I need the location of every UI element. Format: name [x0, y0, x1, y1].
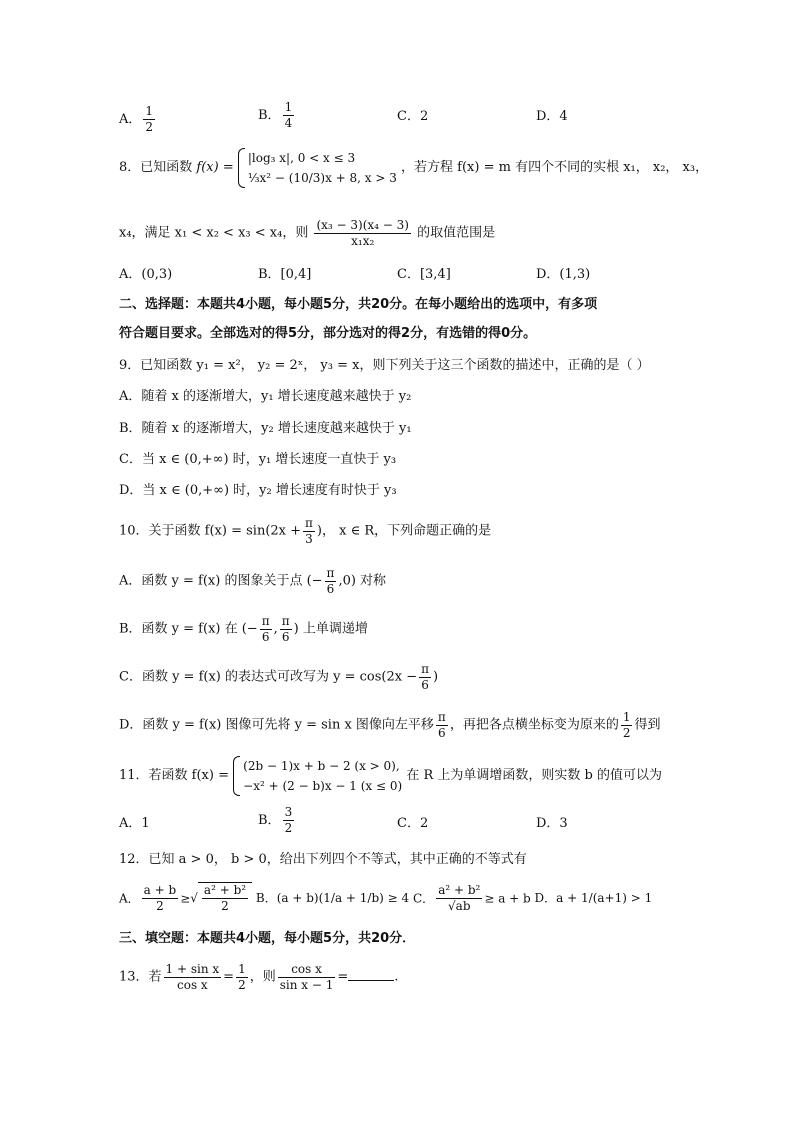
q8-stem: 8．已知函数 f(x) = |log₃ x|, 0 < x ≤ 3 ⅓x² − (10/3)x + 8, x > 3 ，若方程 f(x) = m 有四个不同的实根 x₁， x₂， x₃，	[119, 148, 708, 188]
q11-option-b: B． $\frac{3}{2}$	[258, 805, 293, 835]
q11-stem: 11．若函数 f(x) = (2b − 1)x + b − 2 (x > 0), −x² + (2 − b)x − 1 (x ≤ 0) 在 R 上为单调增函数，则实数 b 的值可以为	[119, 756, 662, 796]
q7-option-a: A． $\frac{1}{2}$	[119, 104, 154, 134]
section2-line1: 二、选择题：本题共4小题，每小题5分，共20分。在每小题给出的选项中，有多项	[119, 297, 598, 312]
q7-option-b: B． $\frac{1}{4}$	[258, 100, 293, 130]
q8-piecewise: |log₃ x|, 0 < x ≤ 3 ⅓x² − (10/3)x + 8, x > 3	[238, 148, 397, 188]
q9-option-d: D．当 x ∈ (0,+∞) 时，y₂ 增长速度有时快于 y₃	[119, 483, 397, 498]
section2-line2: 符合题目要求。全部选对的得5分，部分选对的得2分，有选错的得0分。	[119, 326, 537, 341]
q11-option-d: D．3	[536, 816, 568, 831]
q12-option-d: D．a + 1/(a+1) > 1	[534, 891, 653, 905]
q12-options	[119, 882, 652, 914]
q8-option-d: D．(1,3)	[536, 267, 591, 282]
q7-option-c: C．2	[397, 109, 429, 124]
q10-option-c: C．函数 y = f(x) 的表达式可改写为 y = cos(2x − $\frac{\pi}{6}$ )	[119, 662, 439, 692]
q8-condition: x₄，满足 x₁ < x₂ < x₃ < x₄，则 $\frac{\text{(x₃ − 3)(x₄ − 3)}}{\text{x₁x₂}}$ 的取值范围是	[119, 218, 496, 248]
q10-stem: 10．关于函数 f(x) = sin(2x + $\frac{\pi}{3}$ )， x ∈ R，下列命题正确的是	[119, 516, 492, 546]
q8-option-b: B．[0,4]	[258, 267, 312, 282]
q11-option-a: A．1	[119, 816, 150, 831]
q8-option-a: A．(0,3)	[119, 267, 173, 282]
q9-stem: 9．已知函数 y₁ = x²， y₂ = 2ˣ， y₃ = x，则下列关于这三个函数的描述中，正确的是（ ）	[119, 358, 650, 373]
q12-stem: 12．已知 a > 0， b > 0，给出下列四个不等式，其中正确的不等式有	[119, 852, 527, 867]
q11-option-c: C．2	[397, 816, 429, 831]
q10-option-a: A．函数 y = f(x) 的图象关于点 (− $\frac{\pi}{6}$ ,0) 对称	[119, 566, 387, 596]
q10-option-b: B．函数 y = f(x) 在 (− $\frac{\pi}{6}$ , $\frac{\pi}{6}$ ) 上单调递增	[119, 614, 368, 644]
section3-heading: 三、填空题：本题共4小题，每小题5分，共20分．	[119, 931, 416, 946]
q12-option-a: A． $\frac{a + b}{2}$ ≥√ $\frac{\text{a² + b²}}{2}$	[119, 891, 256, 905]
q13-stem: 13．若 $\frac{\text{1 + sin x}}{\text{cos x}}$ = $\frac{1}{2}$ ，则 $\frac{\text{cos x}}{\text{sin x − 1}}$ = .	[119, 962, 399, 992]
q13-answer-blank[interactable]	[348, 968, 394, 981]
q9-option-b: B．随着 x 的逐渐增大，y₂ 增长速度越来越快于 y₁	[119, 421, 412, 436]
q11-piecewise: (2b − 1)x + b − 2 (x > 0), −x² + (2 − b)x − 1 (x ≤ 0)	[233, 756, 402, 796]
q9-option-c: C．当 x ∈ (0,+∞) 时，y₁ 增长速度一直快于 y₃	[119, 452, 397, 467]
q8-option-c: C．[3,4]	[397, 267, 451, 282]
q12-option-b: B．(a + b)(1/a + 1/b) ≥ 4	[255, 891, 410, 905]
q12-option-c: C． $\frac{\text{a² + b²}}{√ab}$ ≥ a + b	[413, 882, 531, 913]
q10-option-d: D．函数 y = f(x) 图像可先将 y = sin x 图像向左平移 $\frac{\pi}{6}$ ，再把各点横坐标变为原来的 $\frac{1}{2}$ 得到	[119, 710, 661, 740]
q9-option-a: A．随着 x 的逐渐增大，y₁ 增长速度越来越快于 y₂	[119, 389, 412, 404]
q7-option-d: D．4	[536, 109, 568, 124]
